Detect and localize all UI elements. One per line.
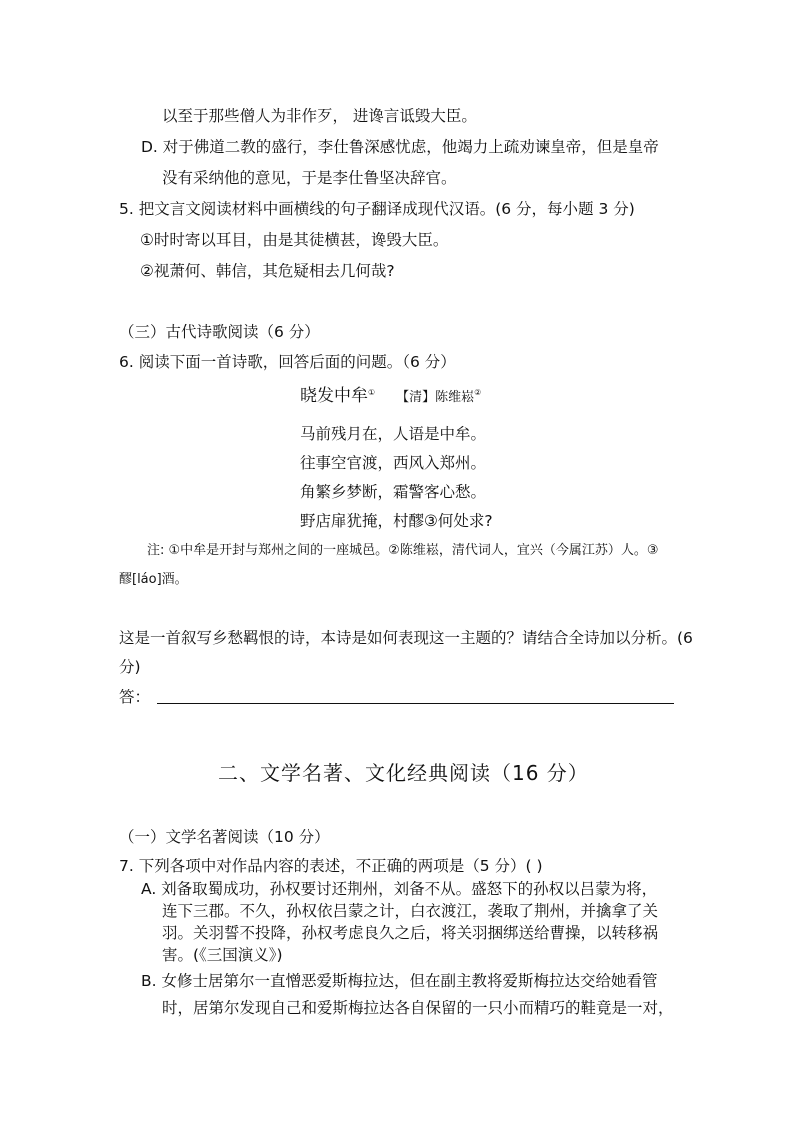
poem-author-note-mark: ②: [474, 388, 482, 397]
poem-notes-line1: 注: ①中牟是开封与郑州之间的一座城邑。②陈维崧，清代词人，宜兴（今属江苏）人。③: [147, 543, 659, 558]
q4-option-d-line1: D. 对于佛道二教的盛行，李仕鲁深感忧虑，他竭力上疏劝谏皇帝，但是皇帝: [141, 138, 659, 156]
poem-line: 马前残月在，人语是中牟。: [300, 425, 487, 443]
poem-title-note-mark: ①: [368, 388, 376, 397]
q5-sentence-1: ①时时寄以耳目，由是其徒横甚，谗毁大臣。: [140, 231, 449, 249]
q7-option-a-line: 连下三郡。不久，孙权依吕蒙之计，白衣渡江，袭取了荆州，并擒拿了关: [162, 902, 659, 920]
poem-line: 野店扉犹掩，村醪③何处求?: [300, 512, 493, 530]
section-1-heading: （一）文学名著阅读（10 分）: [119, 828, 330, 846]
q6-stem: 6. 阅读下面一首诗歌，回答后面的问题。（6 分）: [119, 353, 456, 371]
q7-option-a-line: A. 刘备取蜀成功，孙权要讨还荆州，刘备不从。盛怒下的孙权以吕蒙为将，: [141, 880, 658, 898]
poem-notes-line2: 醪[láo]酒。: [119, 572, 188, 587]
part-2-heading: 二、文学名著、文化经典阅读（16 分）: [218, 761, 589, 785]
q4-option-d-line2: 没有采纳他的意见，于是李仕鲁坚决辞官。: [162, 169, 457, 187]
q6-question-line1: 这是一首叙写乡愁羁恨的诗，本诗是如何表现这一主题的？请结合全诗加以分析。(6: [119, 629, 693, 647]
answer-blank-line[interactable]: [157, 703, 674, 704]
poem-title: 晓发中牟: [300, 386, 368, 407]
poem-title-line: [300, 383, 481, 408]
q7-option-b-line: B. 女修士居第尔一直憎恶爱斯梅拉达，但在副主教将爱斯梅拉达交给她看管: [141, 972, 658, 990]
q5-stem: 5. 把文言文阅读材料中画横线的句子翻译成现代汉语。(6 分，每小题 3 分): [119, 200, 635, 218]
q7-stem: 7. 下列各项中对作品内容的表述，不正确的两项是（5 分）( ): [119, 857, 543, 875]
section-3-heading: （三）古代诗歌阅读（6 分）: [119, 323, 320, 341]
poem-line: 角繁乡梦断，霜警客心愁。: [300, 483, 487, 501]
answer-label: 答：: [119, 688, 151, 706]
q6-question-line2: 分): [119, 658, 141, 676]
q5-sentence-2: ②视萧何、韩信，其危疑相去几何哉?: [140, 262, 395, 280]
q7-option-b-line: 时，居第尔发现自己和爱斯梅拉达各自保留的一只小而精巧的鞋竟是一对，: [162, 999, 674, 1017]
q7-option-a-line: 羽。关羽誓不投降，孙权考虑良久之后，将关羽捆绑送给曹操，以转移祸: [162, 924, 659, 942]
poem-author: 【清】陈维崧: [396, 390, 475, 406]
q4-option-c-continuation: 以至于那些僧人为非作歹， 进谗言诋毁大臣。: [162, 107, 477, 125]
poem-line: 往事空官渡，西风入郑州。: [300, 454, 487, 472]
q7-option-a-line: 害。(《三国演义》): [162, 946, 283, 964]
